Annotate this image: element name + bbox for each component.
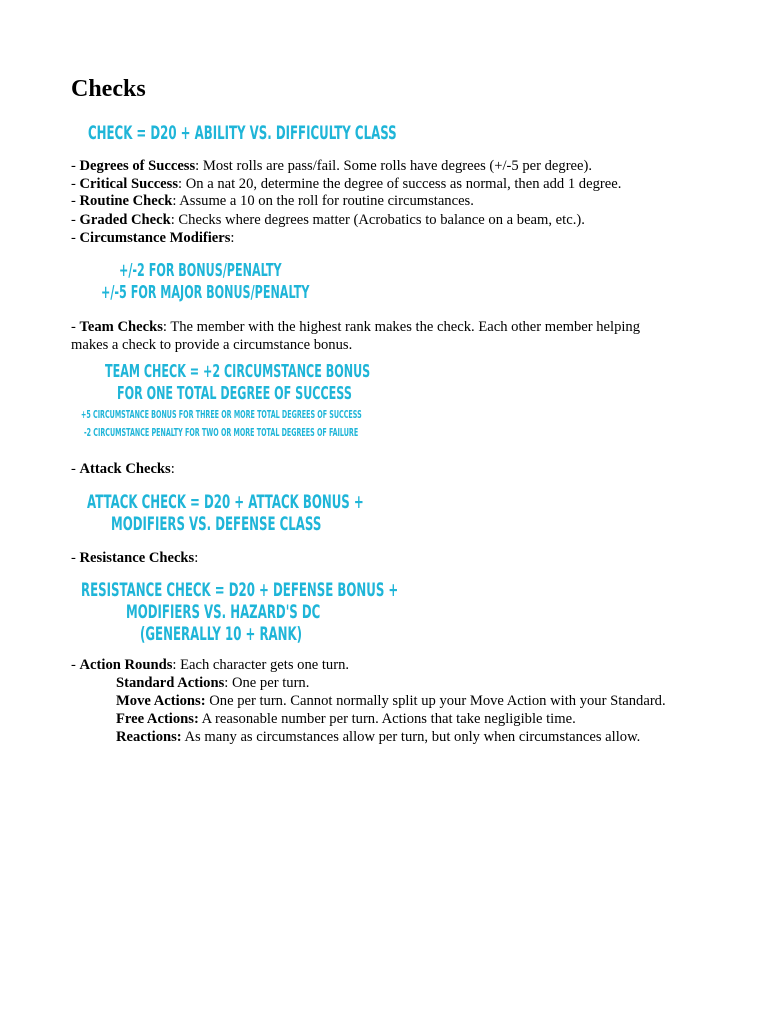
resistance-formula-line: (GENERALLY 10 + RANK)	[140, 623, 303, 645]
circumstance-formula-line: +/-2 FOR BONUS/PENALTY	[119, 260, 282, 281]
page-title: Checks	[71, 76, 146, 102]
attack-formula-line: ATTACK CHECK = D20 + ATTACK BONUS +	[87, 491, 364, 513]
list-item: - Graded Check: Checks where degrees matter (Acrobatics to balance on a beam, etc.).	[71, 212, 585, 228]
team-formula-line: TEAM CHECK = +2 CIRCUMSTANCE BONUS	[105, 361, 371, 382]
check-formula: CHECK = D20 + ABILITY VS. DIFFICULTY CLASS	[88, 122, 397, 144]
move-actions-item: Move Actions: One per turn. Cannot normally split up your Move Action with your Standard.	[116, 693, 666, 709]
circumstance-formula-line: +/-5 FOR MAJOR BONUS/PENALTY	[101, 282, 310, 303]
list-item: - Critical Success: On a nat 20, determine the degree of success as normal, then add 1 degree.	[71, 176, 622, 192]
action-rounds-item: - Action Rounds: Each character gets one turn.	[71, 657, 350, 673]
attack-checks-item: - Attack Checks:	[71, 461, 175, 477]
resistance-checks-item: - Resistance Checks:	[71, 550, 199, 566]
team-bonus-note: +5 CIRCUMSTANCE BONUS FOR THREE OR MORE TOTAL DEGREES OF SUCCESS	[81, 408, 362, 421]
attack-formula-line: MODIFIERS VS. DEFENSE CLASS	[111, 513, 322, 535]
free-actions-item: Free Actions: A reasonable number per turn. Actions that take negligible time.	[116, 711, 576, 727]
list-item: - Degrees of Success: Most rolls are pass/fail. Some rolls have degrees (+/-5 per degree).	[71, 158, 593, 174]
resistance-formula-line: RESISTANCE CHECK = D20 + DEFENSE BONUS +	[81, 579, 399, 601]
resistance-formula-line: MODIFIERS VS. HAZARD'S DC	[126, 601, 321, 623]
list-item: - Circumstance Modifiers:	[71, 230, 235, 246]
team-checks-item: - Team Checks: The member with the highest rank makes the check. Each other member helping makes a check to provide a circumstance bonus.	[71, 319, 641, 353]
list-item: - Routine Check: Assume a 10 on the roll for routine circumstances.	[71, 193, 474, 209]
team-formula-line: FOR ONE TOTAL DEGREE OF SUCCESS	[117, 383, 352, 404]
reactions-item: Reactions: As many as circumstances allow per turn, but only when circumstances allow.	[116, 729, 641, 745]
standard-actions-item: Standard Actions: One per turn.	[116, 675, 310, 691]
team-penalty-note: -2 CIRCUMSTANCE PENALTY FOR TWO OR MORE TOTAL DEGREES OF FAILURE	[84, 426, 359, 439]
